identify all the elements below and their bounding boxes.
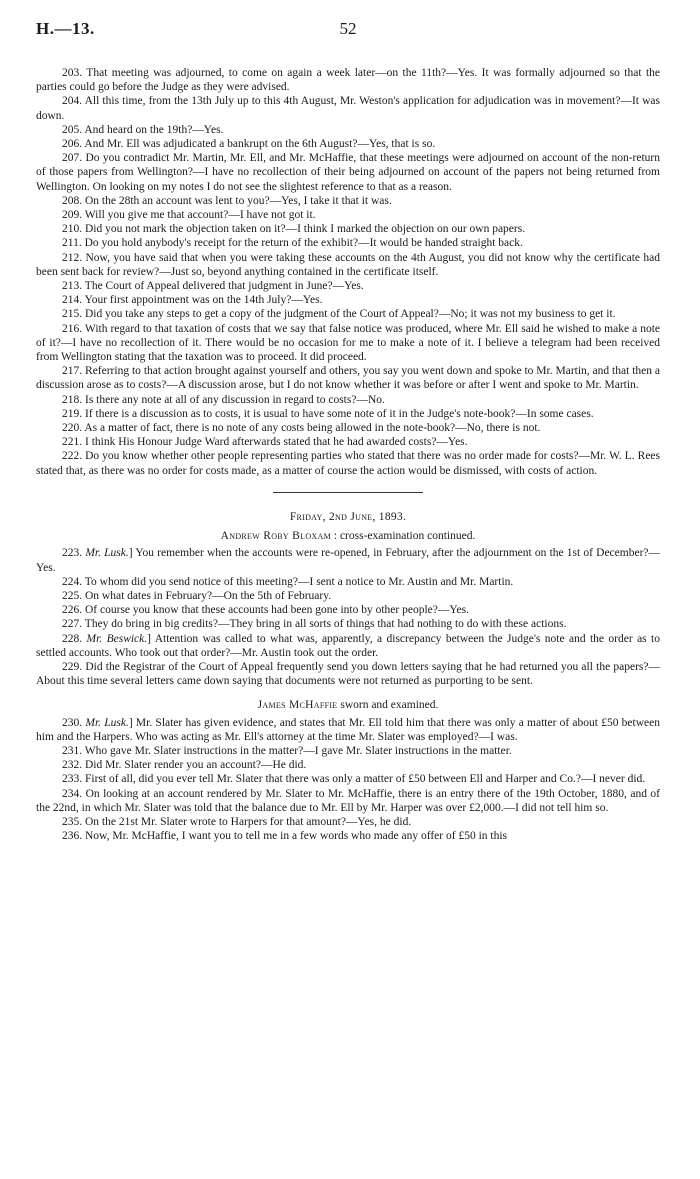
question-answer-paragraph [36,575,660,589]
question-answer-paragraph [36,546,660,574]
question-answer-paragraph: 214. Your first appointment was on the 14th July?—Yes. [62,294,323,307]
witness-name: James McHaffie [257,699,338,712]
question-answer-paragraph [36,744,660,758]
question-number: 225. [62,589,83,602]
question-answer-paragraph: 218. Is there any note at all of any discussion in regard to costs?—No. [62,393,385,406]
examiner-name: Mr. Lusk. [85,716,129,729]
question-text: Of course you know that these accounts had been gone into by other people?—Yes. [85,604,469,617]
question-answer-paragraph: 203. That meeting was adjourned, to come on again a week later—on the 11th?—Yes. It was formally adjourned so that the parties could go before the Judge as they were advised. [36,67,660,94]
question-answer-paragraph: 204. All this time, from the 13th July up to this 4th August, Mr. Weston's application for adjudication was in movement?—It was down. [36,95,660,122]
question-answer-paragraph: 220. As a matter of fact, there is no note of any costs being allowed in the note-book?—No, there is not. [62,422,541,435]
section-divider [273,492,423,493]
witness-name: Andrew Roby Bloxam [220,530,331,543]
question-answer-paragraph [36,815,660,829]
question-number: 233. [62,773,83,786]
question-answer-paragraph: 209. Will you give me that account?—I have not got it. [62,209,316,222]
question-answer-paragraph: 211. Do you hold anybody's receipt for the return of the exhibit?—It would be handed straight back. [62,237,523,250]
question-text: On the 21st Mr. Slater wrote to Harpers for that amount?—Yes, he did. [85,815,412,828]
question-number: 230. [62,716,83,729]
question-answer-paragraph [36,716,660,744]
question-answer-paragraph [36,829,660,843]
question-answer-paragraph [36,589,660,603]
question-number: 227. [62,618,83,631]
question-answer-paragraph: 216. With regard to that taxation of costs that we say that false notice was produced, where Mr. Ell said he wished to make a note of it?—I have no recollection of it. There would be no occasion for me to make a note of it. I believe a telegram had been received from Wellington stating that the taxation was to proceed. It did proceed. [36,322,660,364]
evidence-section-3 [36,716,660,844]
question-answer-paragraph [36,787,660,815]
question-number: 235. [62,815,83,828]
evidence-section-1 [36,66,660,478]
question-number: 226. [62,604,83,617]
question-number: 231. [62,744,83,757]
question-number: 224. [62,575,83,588]
question-answer-paragraph: 205. And heard on the 19th?—Yes. [62,123,224,136]
question-answer-paragraph: 212. Now, you have said that when you were taking these accounts on the 4th August, you did not know why the certificate had been sent back for review?—Just so, beyond anything contained in the certificate itself. [36,251,660,278]
evidence-section-2 [36,546,660,688]
question-number: 223. [62,547,83,560]
question-number: 229. [62,660,83,673]
question-text: They do bring in big credits?—They bring in all sorts of things that had nothing to do with these actions. [84,618,567,631]
question-number: 236. [62,830,83,843]
question-text: To whom did you send notice of this meeting?—I sent a notice to Mr. Austin and Mr. Martin. [84,575,514,588]
question-answer-paragraph: 222. Do you know whether other people representing parties who stated that there was no order made for costs?—Mr. W. L. Rees stated that, as there was no order for costs made, as a matter of course the action would be dismissed, with costs of action. [36,450,660,477]
witness-status: sworn and examined. [340,699,439,712]
question-text: ] Mr. Slater has given evidence, and states that Mr. Ell told him that there was only a matter of about £50 between him and the Harpers. Who was acting as Mr. Ell's attorney at the time Mr. Slater was employed?—I was. [36,716,660,743]
question-answer-paragraph: 206. And Mr. Ell was adjudicated a bankrupt on the 6th August?—Yes, that is so. [62,138,436,151]
witness-heading-bloxam [36,529,660,543]
question-answer-paragraph: 221. I think His Honour Judge Ward afterwards stated that he had awarded costs?—Yes. [62,436,468,449]
question-number: 232. [62,759,83,772]
question-text: First of all, did you ever tell Mr. Slater that there was only a matter of £50 between Ell and Harper and Co.?—I never did. [85,773,646,786]
question-answer-paragraph: 207. Do you contradict Mr. Martin, Mr. Ell, and Mr. McHaffie, that these meetings were adjourned on account of the non-return of those papers from Wellington?—I have no recollection of their being adjourned on account of the papers not being returned from Wellington. On looking on my notes I do not see the slightest reference to that as a reason. [36,152,660,193]
question-answer-paragraph: 219. If there is a discussion as to costs, it is usual to have some note of it in the Judge's note-book?—In some cases. [62,407,594,420]
question-text: ] You remember when the accounts were re-opened, in February, after the adjournment on the 1st of December?—Yes. [36,547,661,574]
page-header [36,19,660,48]
examiner-name: Mr. Lusk. [85,547,129,560]
date-heading: Friday, 2nd June, 1893. [289,510,407,523]
page-number: 52 [339,19,357,38]
question-answer-paragraph [36,632,660,660]
question-answer-paragraph: 210. Did you not mark the objection taken on it?—I think I marked the objection on our own papers. [62,223,526,236]
question-text: On looking at an account rendered by Mr. Slater to Mr. McHaffie, there is an entry there of the 19th October, 1880, and of the 22nd, in which Mr. Slater was told that the balance due to Mr. Ell by Mr. Harper was over £2,000.—I did not tell him so. [36,787,661,814]
question-answer-paragraph [36,617,660,631]
question-text: ] Attention was called to what was, apparently, a discrepancy between the Judge's note and the order as to settled accounts. Who took out that order?—Mr. Austin took out the order. [36,632,660,659]
question-answer-paragraph [36,772,660,786]
question-answer-paragraph: 213. The Court of Appeal delivered that judgment in June?—Yes. [62,280,364,293]
question-number: 234. [62,787,83,800]
question-text: Did Mr. Slater render you an account?—He did. [85,759,307,772]
witness-status: : cross-examination continued. [333,530,476,543]
question-text: Who gave Mr. Slater instructions in the matter?—I gave Mr. Slater instructions in the matter. [84,744,512,757]
question-text: Now, Mr. McHaffie, I want you to tell me in a few words who made any offer of £50 in this [85,830,508,843]
question-answer-paragraph: 215. Did you take any steps to get a copy of the judgment of the Court of Appeal?—No; it was not my business to get it. [62,308,616,321]
witness-heading-mchaffie [36,698,660,712]
question-answer-paragraph [36,660,660,688]
question-answer-paragraph: 217. Referring to that action brought against yourself and others, you say you went down and spoke to Mr. Martin, and that then a discussion arose as to costs?—A discussion arose, but I do not know whether it was before or after I went and spoke to Mr. Martin. [36,365,660,392]
examiner-name: Mr. Beswick. [86,632,148,645]
question-answer-paragraph [36,603,660,617]
question-number: 228. [62,632,83,645]
question-text: On what dates in February?—On the 5th of February. [85,589,332,602]
question-answer-paragraph: 208. On the 28th an account was lent to you?—Yes, I take it that it was. [62,194,392,207]
question-text: Did the Registrar of the Court of Appeal frequently send you down letters saying that he had returned you all the papers?—About this time several letters came down saying that documents were not returned as purporting to be sent. [36,660,661,688]
question-answer-paragraph [36,758,660,772]
report-reference: H.—13. [36,19,95,38]
